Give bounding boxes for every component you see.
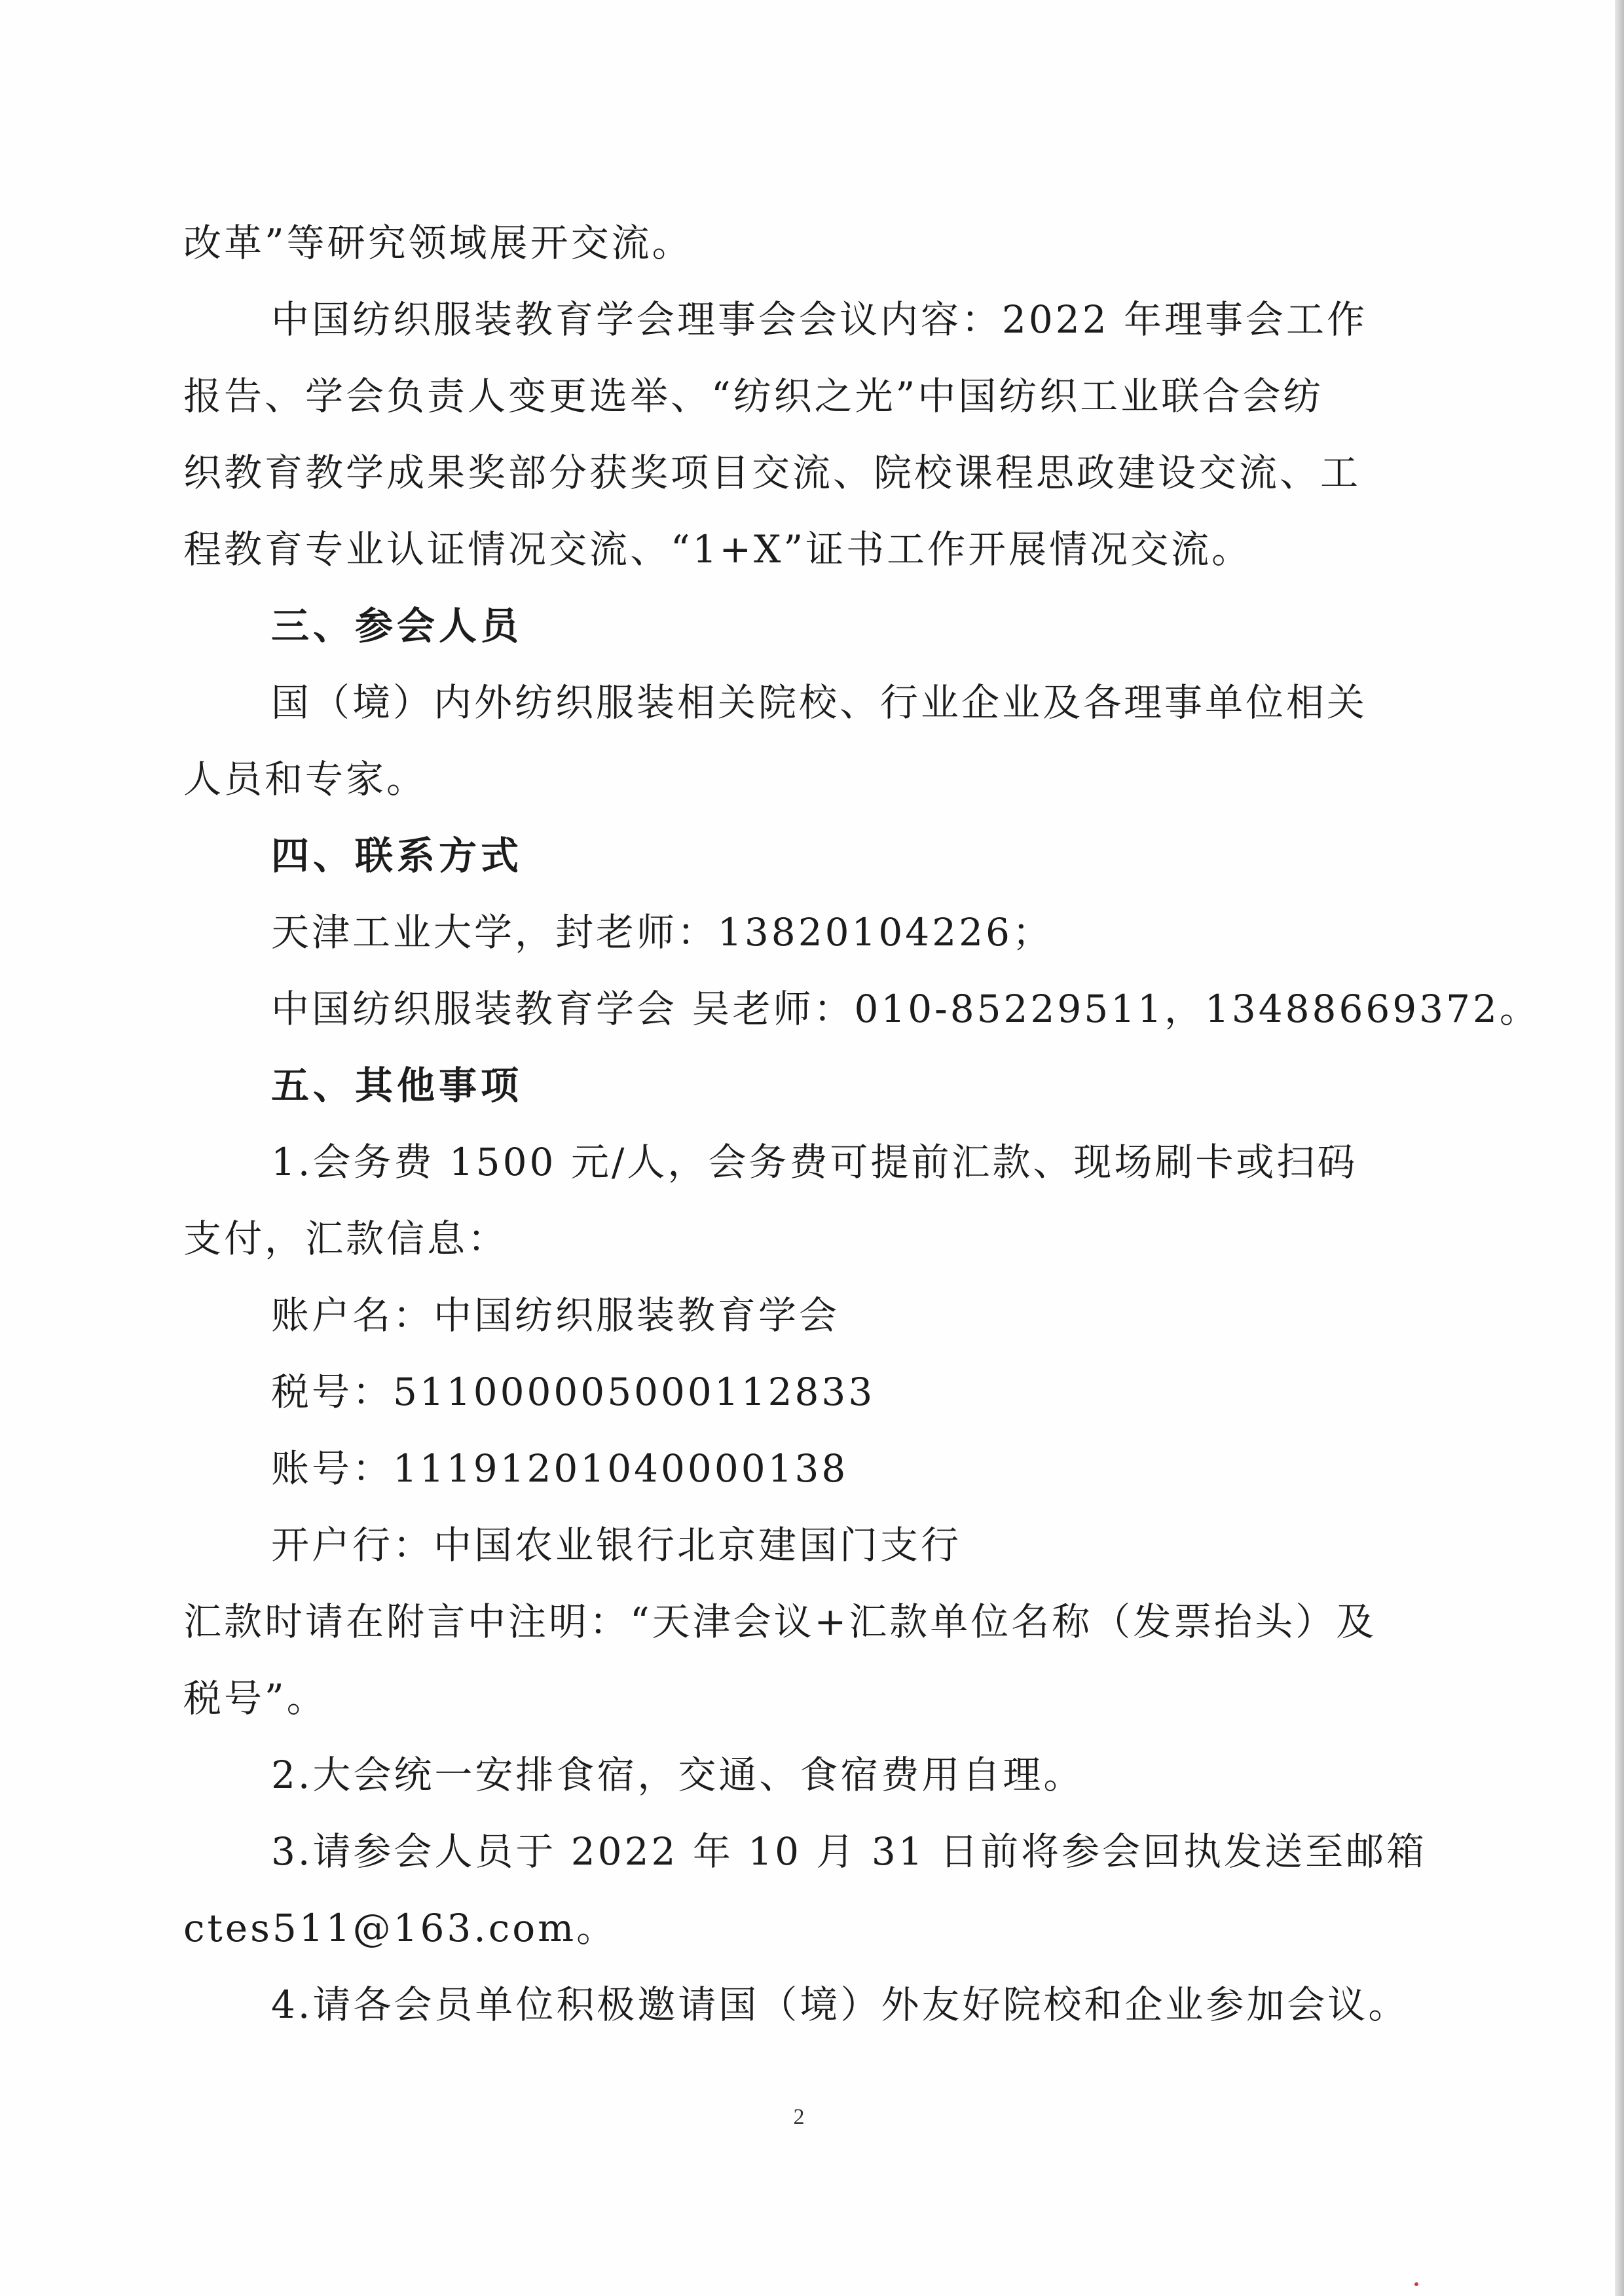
document-body xyxy=(183,205,1540,2043)
bank-name: 开户行：中国农业银行北京建国门支行 xyxy=(271,1523,962,1567)
paragraph-line: 改革”等研究领域展开交流。 xyxy=(183,221,693,265)
list-item: 1.会务费 1500 元/人，会务费可提前汇款、现场刷卡或扫码 xyxy=(271,1140,1358,1184)
scan-edge xyxy=(1615,0,1624,2296)
section-heading-contact: 四、联系方式 xyxy=(271,833,523,878)
contact-line: 中国纺织服装教育学会 吴老师：010-85229511，13488669372。 xyxy=(271,987,1540,1031)
paragraph-line: 人员和专家。 xyxy=(183,757,428,801)
paragraph-line: 中国纺织服装教育学会理事会会议内容：2022 年理事会工作 xyxy=(271,297,1368,342)
section-heading-attendees: 三、参会人员 xyxy=(271,604,523,648)
paragraph-line: 支付，汇款信息： xyxy=(183,1216,509,1261)
account-name: 账户名：中国纺织服装教育学会 xyxy=(271,1293,840,1338)
paragraph-line: 国（境）内外纺织服装相关院校、行业企业及各理事单位相关 xyxy=(271,680,1368,725)
email-address: ctes511@163.com。 xyxy=(183,1906,618,1950)
page-number: 2 xyxy=(793,2105,805,2129)
account-number: 账号：11191201040000138 xyxy=(271,1446,849,1491)
stamp-dot xyxy=(1414,2282,1418,2286)
list-item: 3.请参会人员于 2022 年 10 月 31 日前将参会回执发送至邮箱 xyxy=(271,1829,1428,1874)
paragraph-line: 汇款时请在附言中注明：“天津会议+汇款单位名称（发票抬头）及 xyxy=(183,1599,1377,1644)
paragraph-line: 程教育专业认证情况交流、“1+X”证书工作开展情况交流。 xyxy=(183,527,1253,572)
paragraph-line: 织教育教学成果奖部分获奖项目交流、院校课程思政建设交流、工 xyxy=(183,450,1361,495)
section-heading-other: 五、其他事项 xyxy=(271,1063,523,1108)
paragraph-line: 税号”。 xyxy=(183,1676,327,1721)
list-item: 2.大会统一安排食宿，交通、食宿费用自理。 xyxy=(271,1753,1084,1797)
list-item: 4.请各会员单位积极邀请国（境）外友好院校和企业参加会议。 xyxy=(271,1982,1409,2027)
contact-line: 天津工业大学，封老师：13820104226； xyxy=(271,910,1053,955)
paragraph-line: 报告、学会负责人变更选举、“纺织之光”中国纺织工业联合会纺 xyxy=(183,374,1324,418)
tax-number: 税号：511000005000112833 xyxy=(271,1370,876,1414)
